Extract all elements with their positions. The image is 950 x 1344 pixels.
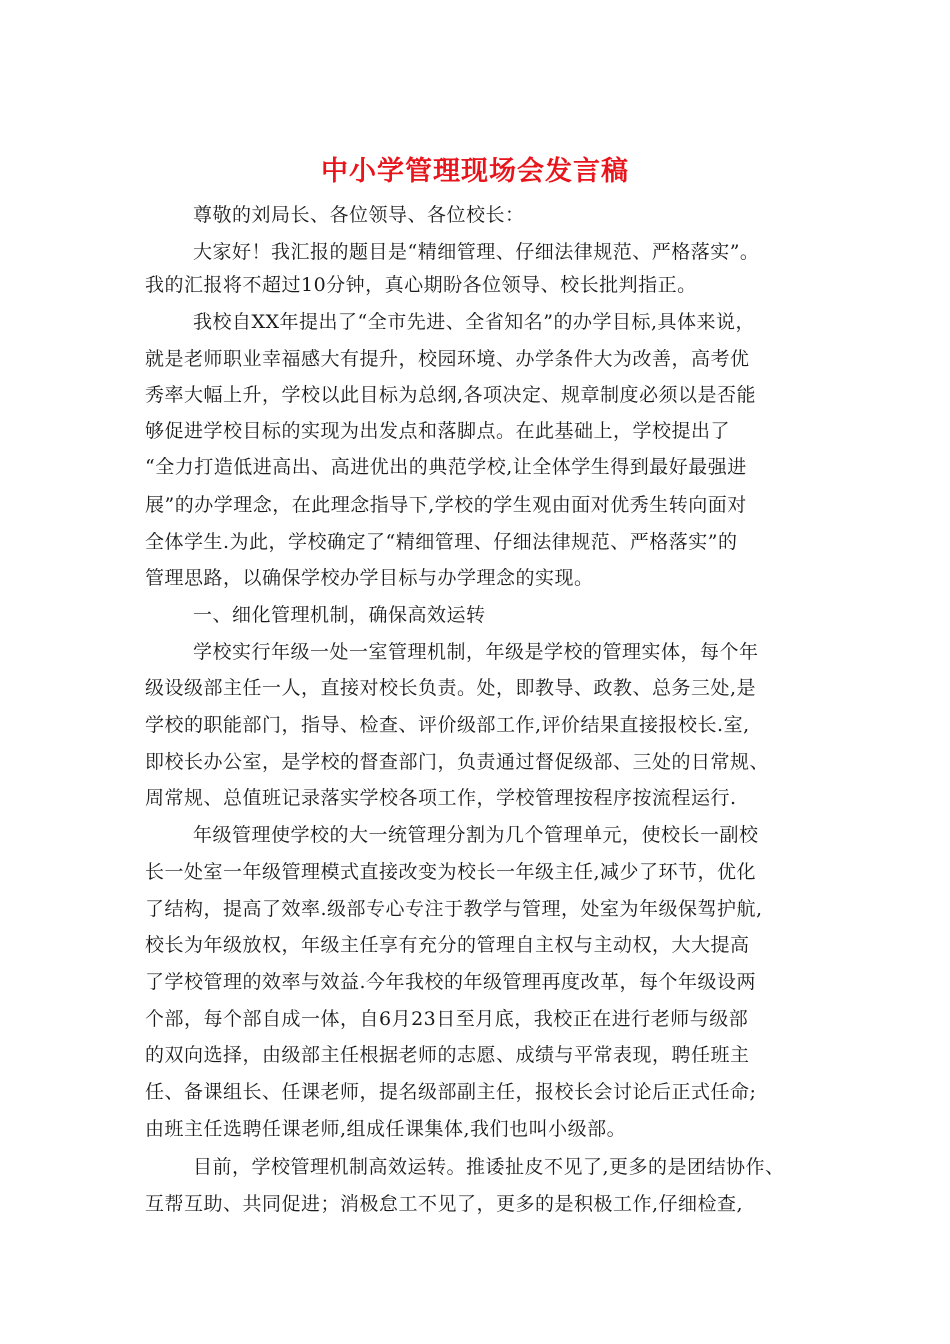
text-line: 年级管理使学校的大一统管理分割为几个管理单元，使校长一副校: [193, 824, 759, 846]
text-line: 全体学生.为此，学校确定了“精细管理、仔细法律规范、严格落实”的: [145, 531, 738, 553]
text-line: 够促进学校目标的实现为出发点和落脚点。在此基础上，学校提出了: [145, 420, 731, 442]
text-line: 学校实行年级一处一室管理机制，年级是学校的管理实体，每个年: [193, 641, 759, 663]
text-line: 了结构，提高了效率.级部专心专注于教学与管理，处室为年级保驾护航,: [145, 898, 763, 920]
text-line: 的双向选择，由级部主任根据老师的志愿、成绩与平常表现，聘任班主: [145, 1044, 750, 1066]
text-line: 互帮互助、共同促进；消极怠工不见了，更多的是积极工作,仔细检查,: [145, 1193, 744, 1215]
text-line: 学校的职能部门，指导、检查、评价级部工作,评价结果直接报校长.室,: [145, 714, 750, 736]
text-line: “全力打造低进高出、高进优出的典范学校,让全体学生得到最好最强进: [145, 456, 747, 478]
text-line: 我的汇报将不超过10分钟，真心期盼各位领导、校长批判指正。: [145, 274, 697, 296]
text-line: 级设级部主任一人，直接对校长负责。处，即教导、政教、总务三处,是: [145, 677, 757, 699]
text-line: 任、备课组长、任课老师，提名级部副主任，报校长会讨论后正式任命;: [145, 1081, 757, 1103]
text-line: 就是老师职业幸福感大有提升，校园环境、办学条件大为改善，高考优: [145, 348, 750, 370]
text-line: 校长为年级放权，年级主任享有充分的管理自主权与主动权，大大提高: [145, 934, 750, 956]
text-line: 大家好！我汇报的题目是“精细管理、仔细法律规范、严格落实”。: [193, 241, 760, 263]
text-line: 尊敬的刘局长、各位领导、各位校长：: [193, 204, 525, 226]
document-title: 中小学管理现场会发言稿: [321, 156, 629, 187]
text-line: 由班主任选聘任课老师,组成任课集体,我们也叫小级部。: [145, 1118, 627, 1140]
section-heading: 一、细化管理机制，确保高效运转: [193, 604, 486, 626]
text-line: 了学校管理的效率与效益.今年我校的年级管理再度改革，每个年级设两: [145, 971, 757, 993]
text-line: 个部，每个部自成一体，自6月23日至月底，我校正在进行老师与级部: [145, 1008, 749, 1030]
text-line: 即校长办公室，是学校的督查部门，负责通过督促级部、三处的日常规、: [145, 751, 770, 773]
text-line: 秀率大幅上升，学校以此目标为总纲,各项决定、规章制度必须以是否能: [145, 384, 757, 406]
text-line: 我校自XX年提出了“全市先进、全省知名”的办学目标,具体来说，: [193, 311, 756, 333]
text-line: 周常规、总值班记录落实学校各项工作，学校管理按程序按流程运行.: [145, 787, 737, 809]
text-line: 展”的办学理念，在此理念指导下,学校的学生观由面对优秀生转向面对: [145, 494, 747, 516]
text-line: 长一处室一年级管理模式直接改变为校长一年级主任,减少了环节，优化: [145, 861, 757, 883]
text-line: 管理思路，以确保学校办学目标与办学理念的实现。: [145, 567, 594, 589]
text-line: 目前，学校管理机制高效运转。推诿扯皮不见了,更多的是团结协作、: [193, 1156, 785, 1178]
